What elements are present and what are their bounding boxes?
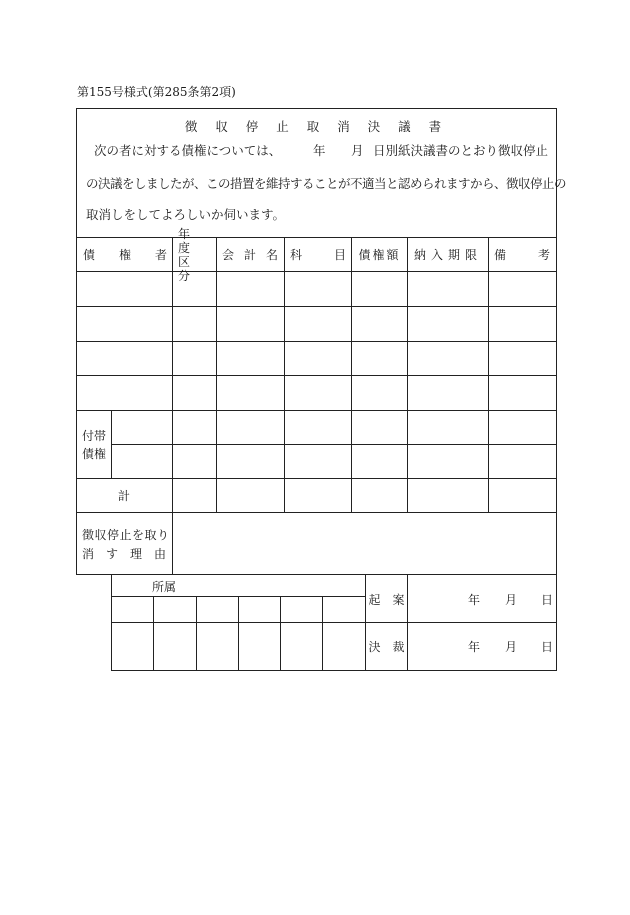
approval-day-unit: 日 xyxy=(541,640,554,654)
form-title: 徴 収 停 止 取 消 決 議 書 xyxy=(184,119,449,134)
draft-label: 起 案 xyxy=(368,592,405,607)
reason-label-2: 消 す 理 由 xyxy=(82,547,167,561)
header-due-date: 納入期限 xyxy=(413,248,482,262)
body-line-1-lead: 次の者に対する債権については、 xyxy=(94,143,282,158)
draft-year-unit: 年 xyxy=(468,592,481,607)
total-label: 計 xyxy=(117,489,130,503)
header-creditor: 債 権 者 xyxy=(83,248,168,262)
header-fiscal-year-line1: 年 度 xyxy=(178,226,203,255)
department-label: 所属 xyxy=(152,579,177,594)
body-line-1-rest: 日別紙決議書のとおり徴収停止 xyxy=(373,143,549,158)
header-account: 会 計 名 xyxy=(222,248,278,262)
header-fiscal-year-line2: 区 分 xyxy=(178,254,203,283)
draft-day-unit: 日 xyxy=(541,592,554,607)
body-line-2: の決議をしましたが、この措置を維持することが不適当と認められますから、徴収停止の xyxy=(86,176,567,191)
header-amount: 債権額 xyxy=(358,248,401,262)
attached-claims-label-1: 付帯 xyxy=(82,429,107,443)
attached-claims-label-2: 債権 xyxy=(82,447,107,461)
header-fiscal-year xyxy=(178,226,212,283)
body-year-unit: 年 xyxy=(313,143,326,158)
approval-month-unit: 月 xyxy=(505,640,518,654)
reason-label xyxy=(82,525,170,565)
approval-year-unit: 年 xyxy=(468,640,481,654)
body-line-1 xyxy=(86,143,556,159)
header-subject: 科 目 xyxy=(290,248,346,262)
header-remarks: 備 考 xyxy=(494,248,550,262)
form-number: 第155号様式(第285条第2項) xyxy=(77,85,236,99)
reason-label-1: 徴収停止を取り xyxy=(82,528,170,542)
attached-claims-label xyxy=(82,427,110,463)
body-month-unit: 月 xyxy=(351,143,364,158)
body-line-3: 取消しをしてよろしいか伺います。 xyxy=(86,207,286,222)
approval-label: 決 裁 xyxy=(368,640,405,654)
draft-month-unit: 月 xyxy=(505,592,518,607)
